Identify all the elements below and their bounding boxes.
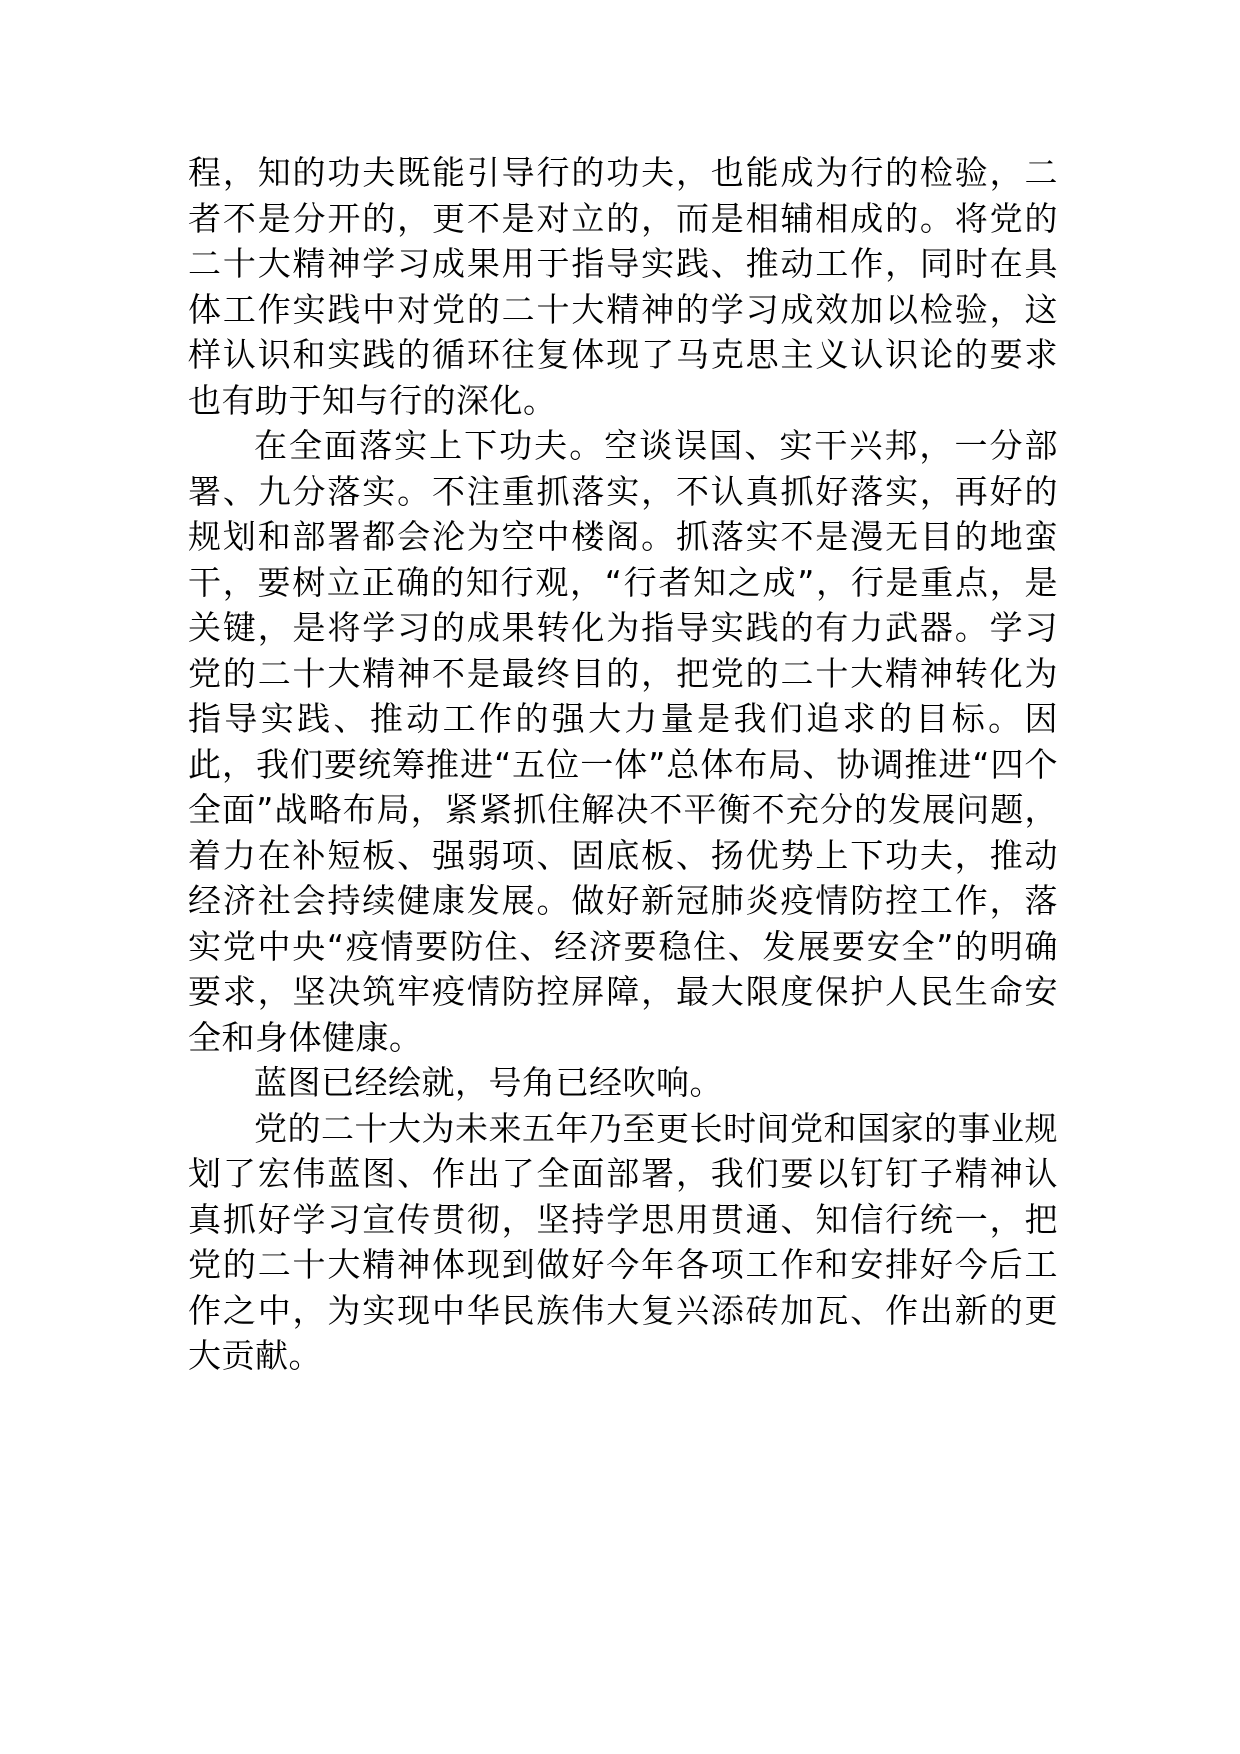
document-body [188,150,1058,1379]
paragraph-conclusion: 党的二十大为未来五年乃至更长时间党和国家的事业规划了宏伟蓝图、作出了全面部署，我们要以钉钉子精神认真抓好学习宣传贯彻，坚持学思用贯通、知信行统一，把党的二十大精神体现到做好今年各项工作和安排好今后工作之中，为实现中华民族伟大复兴添砖加瓦、作出新的更大贡献。 [188,1108,1058,1375]
paragraph-blueprint: 蓝图已经绘就，号角已经吹响。 [254,1063,723,1102]
paragraph-continuation: 程，知的功夫既能引导行的功夫，也能成为行的检验，二者不是分开的，更不是对立的，而是相辅相成的。将党的二十大精神学习成果用于指导实践、推动工作，同时在具体工作实践中对党的二十大精神的学习成效加以检验，这样认识和实践的循环往复体现了马克思主义认识论的要求也有助于知与行的深化。 [188,153,1058,420]
paragraph-implementation: 在全面落实上下功夫。空谈误国、实干兴邦，一分部署、九分落实。不注重抓落实，不认真抓好落实，再好的规划和部署都会沦为空中楼阁。抓落实不是漫无目的地蛮干，要树立正确的知行观，“行者知之成”，行是重点，是关键，是将学习的成果转化为指导实践的有力武器。学习党的二十大精神不是最终目的，把党的二十大精神转化为指导实践、推动工作的强大力量是我们追求的目标。因此，我们要统筹推进“五位一体”总体布局、协调推进“四个全面”战略布局，紧紧抓住解决不平衡不充分的发展问题，着力在补短板、强弱项、固底板、扬优势上下功夫，推动经济社会持续健康发展。做好新冠肺炎疫情防控工作，落实党中央“疫情要防住、经济要稳住、发展要安全”的明确要求，坚决筑牢疫情防控屏障，最大限度保护人民生命安全和身体健康。 [188,426,1058,1057]
